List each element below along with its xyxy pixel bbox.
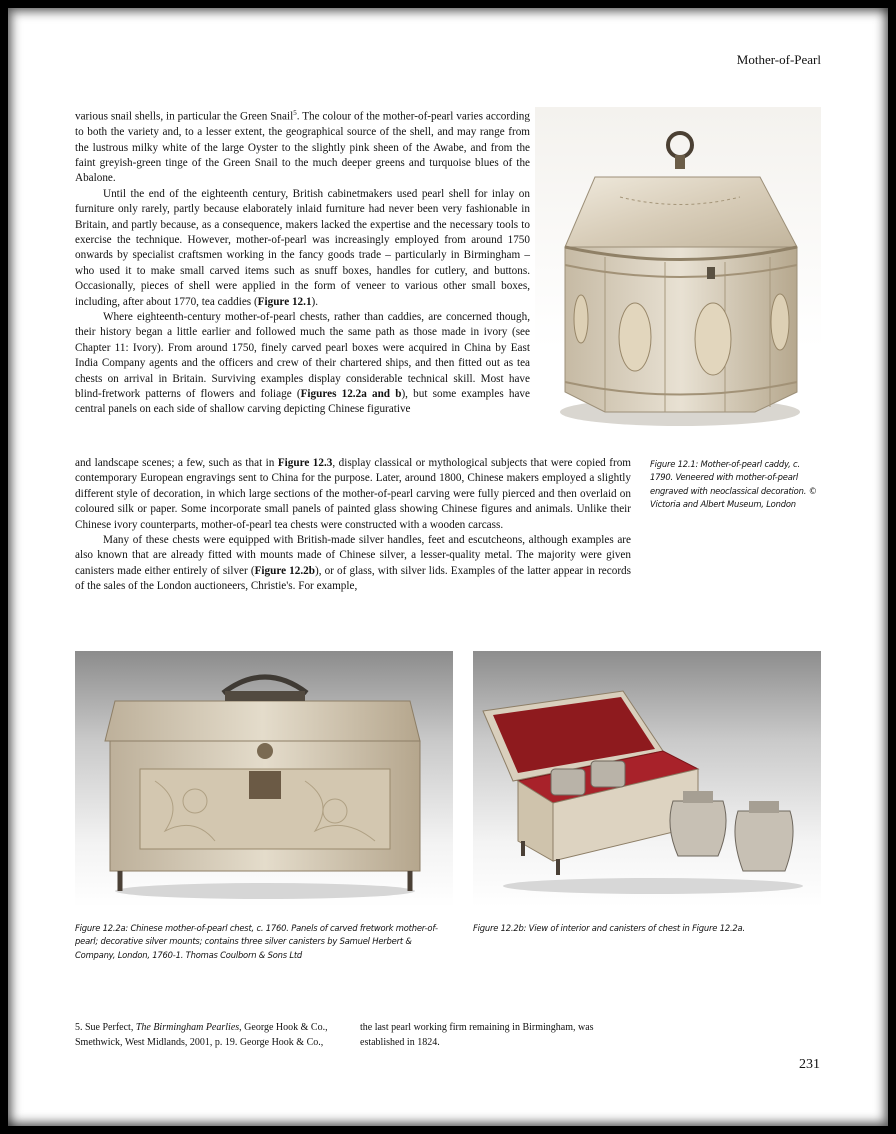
page-number: 231 — [799, 1057, 820, 1072]
footnote-right: the last pearl working firm remaining in Birmingham, was established in 1824. — [360, 1022, 594, 1048]
figure-12-1-image — [535, 107, 821, 452]
paragraph-1 — [75, 106, 530, 187]
figure-12-2a-image — [75, 651, 453, 907]
body-text-column — [75, 106, 530, 418]
figure-12-1-caption: Figure 12.1: Mother-of-pearl caddy, c. 1790. Veneered with mother-of-pearl engraved with neoclassical decoration. © Victoria and Albert Museum, London — [650, 459, 817, 510]
footnote-left — [75, 1020, 345, 1050]
para1-text-a: various snail shells, in particular the Green Snail — [75, 110, 294, 123]
figure-ref-12-2ab[interactable]: Figures 12.2a and b — [300, 388, 402, 401]
para2-text-b: ). — [311, 295, 319, 308]
footnote-author: Sue Perfect, — [85, 1022, 136, 1033]
footnote-text-left: , George Hook & Co., Smethwick, West Midlands, 2001, p. 19. George Hook & Co., — [75, 1022, 328, 1048]
paragraph-4 — [75, 533, 631, 595]
para2-text-a: Until the end of the eighteenth century, British cabinetmakers used pearl shell for inlay on furniture only rarely, partly because elaborately inlaid furniture had never been very fashionable in Britain, and partly because, as a consequence, makers lacked the expertise and the necessary tools to exercise the technique. However, mother-of-pearl was increasingly employed from around 1750 onwards by specialist craftsmen working in the fancy goods trade – particularly in Birmingham – who used it to make small carved items such as snuff boxes, handles for cutlery, and buttons. Occasionally, pieces of shell were applied in the form of veneer to various other small boxes, including, after about 1770, tea caddies ( — [75, 187, 530, 308]
para3-text-a: Where eighteenth-century mother-of-pearl chests, rather than caddies, are concerned though, their history began a little earlier and followed much the same path as those made in ivory (see Chapter 11: Ivory). From around 1750, finely carved pearl boxes were acquired in China by East India Company agents and the officers and crew of their chartered ships, and then fitted out as tea chests on arrival in Britain. Surviving examples display considerable technical skill. Most have blind-fretwork patterns of flowers and foliage ( — [75, 311, 530, 401]
chinese-chest-illustration — [75, 651, 453, 907]
paragraph-3-part-2 — [75, 456, 631, 533]
figure-12-2b-caption: Figure 12.2b: View of interior and canisters of chest in Figure 12.2a. — [473, 923, 745, 933]
paragraph-3-part-1 — [75, 310, 530, 418]
mother-of-pearl-caddy-illustration — [535, 107, 821, 452]
figure-ref-12-2b[interactable]: Figure 12.2b — [254, 564, 315, 577]
body-text-wide — [75, 456, 631, 595]
figure-12-2b-image — [473, 651, 821, 907]
para3-text-c: and landscape scenes; a few, such as that in — [75, 457, 278, 469]
para3-text-b: ), but some examples have central panels on each side of shallow carving depicting Chinese figurative — [75, 388, 530, 416]
paragraph-2 — [75, 187, 530, 310]
figure-ref-12-3[interactable]: Figure 12.3 — [277, 457, 333, 469]
footnote-number: 5. — [75, 1022, 83, 1033]
figure-ref-12-1[interactable]: Figure 12.1 — [257, 295, 312, 308]
para1-text-b: . The colour of the mother-of-pearl varies according to both the variety and, to a lesser extent, the geographical source of the shell, and may range from the lustrous milky white of the large Oyster to the slightly pink sheen of the Awabe, and from the faint greyish-green tinge of the Green Snail to the much deeper greens and turquoise blues of the Abalone. — [75, 110, 530, 185]
footnote-title: The Birmingham Pearlies — [135, 1022, 240, 1033]
para4-text-b: ), or of glass, with silver lids. Examples of the latter appear in records of the sales of the London auctioneers, Christie's. For example, — [75, 564, 631, 593]
figure-12-2a-caption: Figure 12.2a: Chinese mother-of-pearl chest, c. 1760. Panels of carved fretwork mother-of-pearl; decorative silver mounts; contains three silver canisters by Samuel Herbert & Company, London, 1760-1. Thomas Coulborn & Sons Ltd — [75, 923, 438, 960]
para3-text-d: , display classical or mythological subjects that were copied from contemporary European engravings sent to China for the purpose. Later, around 1800, Chinese makers employed a slightly different style of decoration, in which large sections of the mother-of-pearl carving were fully pierced and then overlaid on coloured silk or paper. Some incorporate small panels of painted glass showing Chinese figures and animals. Unlike their Chinese ivory counterparts, mother-of-pearl tea chests were constructed with a wooden carcass. — [75, 457, 631, 531]
chest-interior-canisters-illustration — [473, 651, 821, 907]
para4-text-a: Many of these chests were equipped with British-made silver handles, feet and escutcheons, although examples are also known that are already fitted with mounts made of Chinese silver, a lesser-quality metal. The majority were given canisters made either entirely of silver ( — [75, 534, 631, 577]
running-head: Mother-of-Pearl — [736, 52, 821, 67]
footnote-ref-5[interactable]: 5 — [293, 109, 297, 117]
